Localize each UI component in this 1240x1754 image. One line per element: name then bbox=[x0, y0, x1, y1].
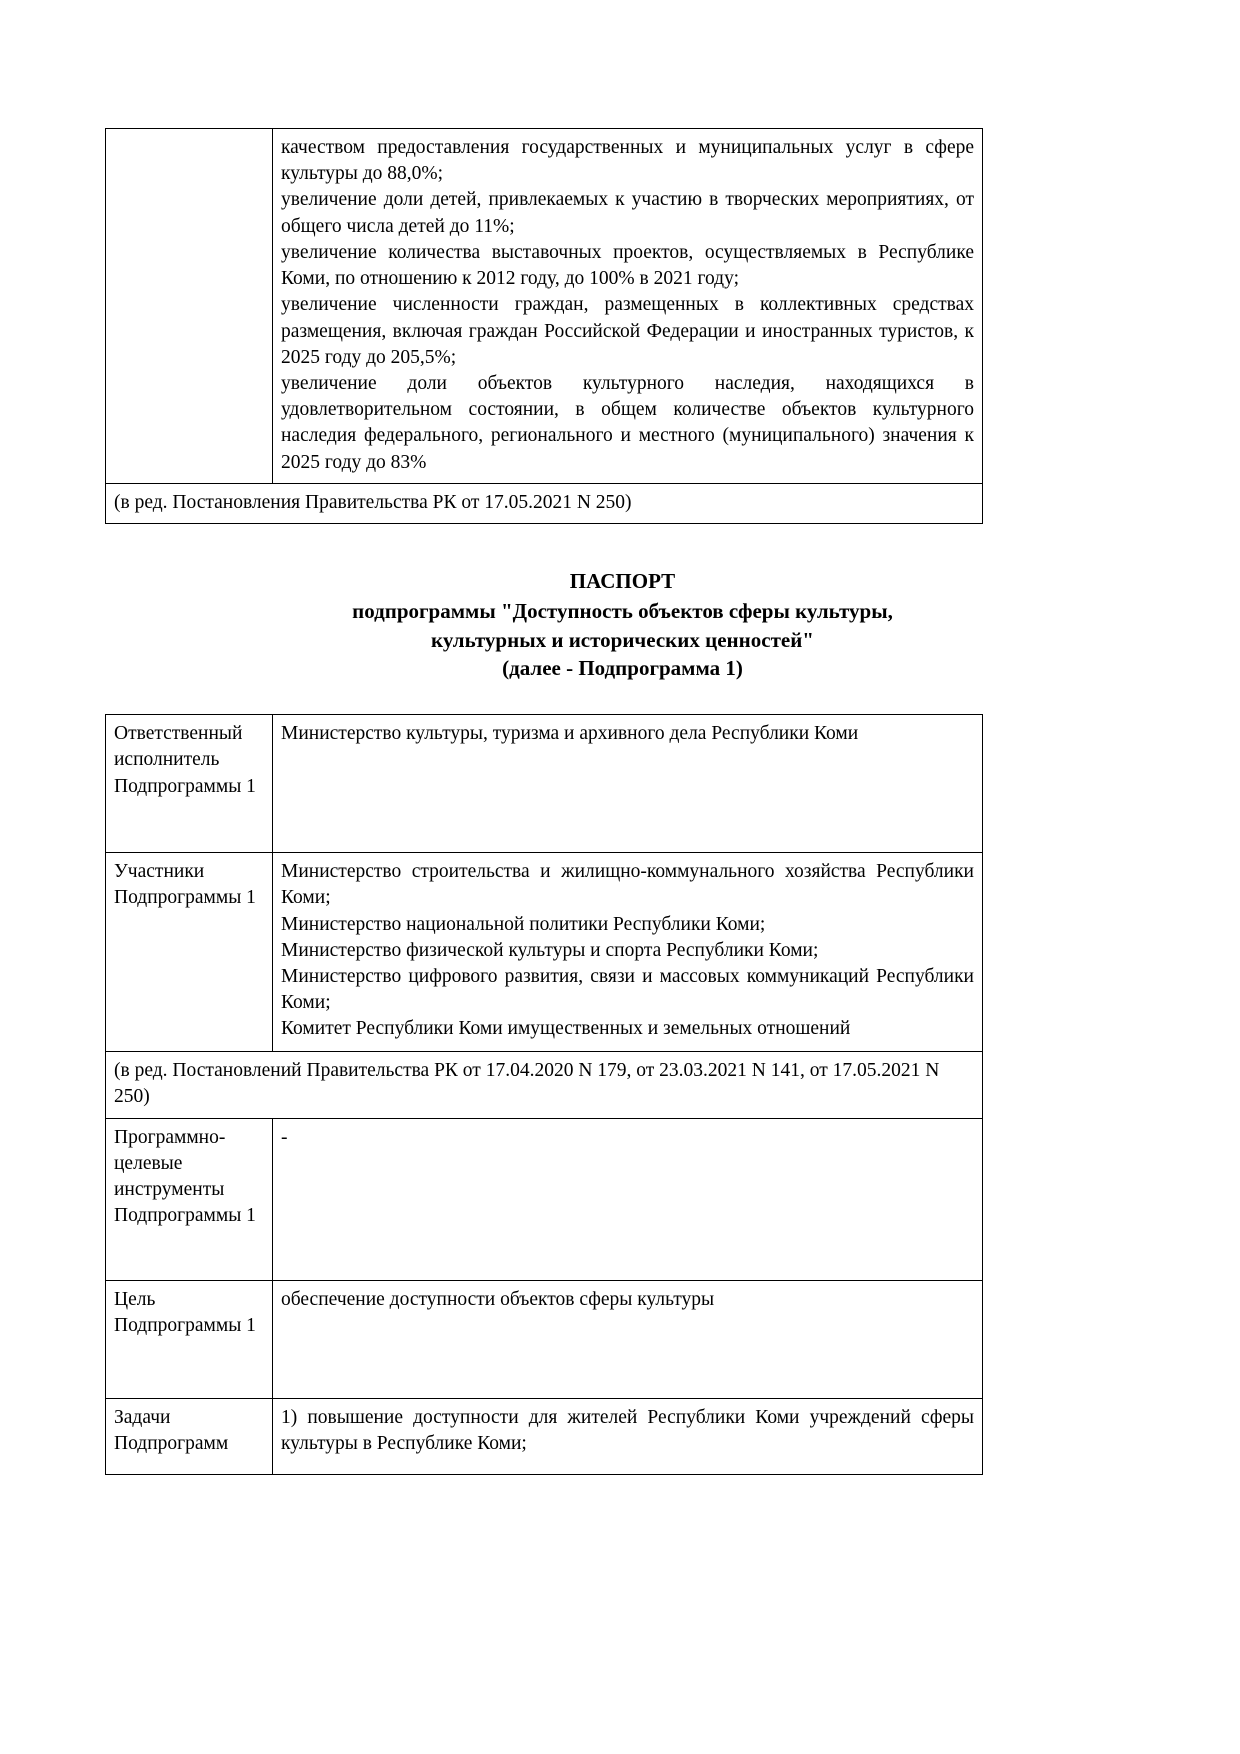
participant-item: Министерство строительства и жилищно-коммунального хозяйства Республики Коми; bbox=[281, 861, 974, 909]
participant-item: Министерство цифрового развития, связи и массовых коммуникаций Республики Коми; bbox=[281, 966, 974, 1014]
row-value-program-target-instruments bbox=[273, 1118, 983, 1280]
participant-item: Министерство национальной политики Республики Коми; bbox=[281, 913, 766, 935]
heading-line-short-name: (далее - Подпрограмма 1) bbox=[502, 656, 743, 681]
table-row-tasks bbox=[106, 1398, 983, 1474]
table-row bbox=[106, 129, 983, 484]
row-label-program-target-instruments: Программно-целевые инструменты Подпрограммы 1 bbox=[106, 1118, 273, 1280]
row-value-responsible-executor bbox=[273, 715, 983, 853]
table-row-amendment-note bbox=[106, 483, 983, 523]
heading-line-subprogram-name-1: подпрограммы "Доступность объектов сферы культуры, bbox=[352, 598, 893, 623]
fragment-value-cell bbox=[273, 129, 983, 484]
value-paragraph: обеспечение доступности объектов сферы культуры bbox=[281, 1288, 715, 1310]
row-value-participants bbox=[273, 853, 983, 1052]
table-row-program-target-instruments bbox=[106, 1118, 983, 1280]
heading-line-passport: ПАСПОРТ bbox=[569, 569, 676, 594]
indicator-paragraph: увеличение численности граждан, размещенных в коллективных средствах размещения, включая граждан Российской Федерации и иностранных туристов, к 2025 году до 205,5%; bbox=[281, 294, 974, 368]
indicator-paragraph: качеством предоставления государственных и муниципальных услуг в сфере культуры до 88,0%; bbox=[281, 137, 974, 185]
table-row-participants bbox=[106, 853, 983, 1052]
row-label-responsible-executor: Ответственный исполнитель Подпрограммы 1 bbox=[106, 715, 273, 853]
row-label-goal: Цель Подпрограммы 1 bbox=[106, 1280, 273, 1398]
amendment-note: (в ред. Постановления Правительства РК от 17.05.2021 N 250) bbox=[106, 483, 983, 523]
row-label-participants: Участники Подпрограммы 1 bbox=[106, 853, 273, 1052]
continued-indicators-table bbox=[105, 128, 983, 524]
indicator-paragraph: увеличение доли объектов культурного наследия, находящихся в удовлетворительном состоянии, в общем количестве объектов культурного наследия федерального, регионального и местного (муниципального) значения к 2025 году до 83% bbox=[281, 372, 974, 473]
value-paragraph: - bbox=[281, 1126, 288, 1148]
participant-item: Комитет Республики Коми имущественных и земельных отношений bbox=[281, 1018, 851, 1040]
participants-amendment-note: (в ред. Постановлений Правительства РК от 17.04.2020 N 179, от 23.03.2021 N 141, от 17.05.2021 N 250) bbox=[106, 1052, 983, 1118]
passport-subprogram-1-table bbox=[105, 714, 983, 1474]
table-row-goal bbox=[106, 1280, 983, 1398]
value-paragraph: Министерство культуры, туризма и архивного дела Республики Коми bbox=[281, 723, 859, 745]
passport-heading bbox=[105, 567, 1140, 683]
value-paragraph: 1) повышение доступности для жителей Республики Коми учреждений сферы культуры в Республике Коми; bbox=[281, 1406, 974, 1454]
row-label-tasks: Задачи Подпрограмм bbox=[106, 1398, 273, 1474]
fragment-label-cell bbox=[106, 129, 273, 484]
heading-gap bbox=[105, 683, 1140, 714]
row-value-tasks bbox=[273, 1398, 983, 1474]
participant-item: Министерство физической культуры и спорта Республики Коми; bbox=[281, 939, 819, 961]
table-row-responsible-executor bbox=[106, 715, 983, 853]
table-row-amendment-note bbox=[106, 1052, 983, 1118]
row-value-goal bbox=[273, 1280, 983, 1398]
indicator-paragraph: увеличение количества выставочных проектов, осуществляемых в Республике Коми, по отношению к 2012 году, до 100% в 2021 году; bbox=[281, 241, 974, 290]
indicator-paragraph: увеличение доли детей, привлекаемых к участию в творческих мероприятиях, от общего числа детей до 11%; bbox=[281, 189, 974, 237]
heading-line-subprogram-name-2: культурных и исторических ценностей" bbox=[431, 627, 814, 652]
